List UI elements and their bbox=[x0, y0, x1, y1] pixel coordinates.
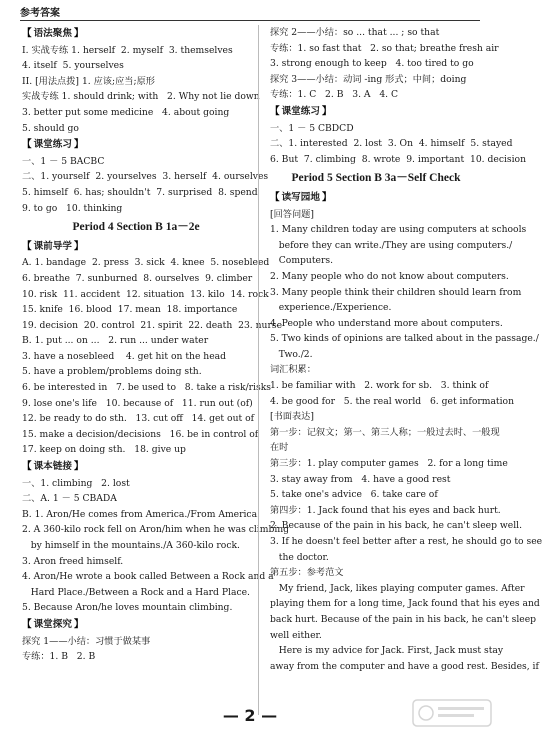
section-heading bbox=[22, 26, 250, 42]
answer-line: 专练：1. so fast that 2. so that; breathe fresh air bbox=[270, 42, 499, 54]
period-title: Period 5 Section B 3a－Self Check bbox=[291, 172, 461, 185]
bracket-close: 】 bbox=[73, 618, 84, 630]
answer-line: 词汇积累： bbox=[270, 364, 316, 376]
section-title: 课堂探究 bbox=[33, 618, 72, 630]
answer-line: 4. People who understand more about computers. bbox=[270, 317, 503, 329]
bracket-open: 【 bbox=[22, 618, 32, 630]
section-heading bbox=[22, 459, 250, 475]
bracket-close: 】 bbox=[73, 28, 84, 39]
answer-line: 3. better put some medicine 4. about going bbox=[22, 106, 230, 118]
answer-line: Here is my advice for Jack. First, Jack must stay bbox=[270, 645, 504, 657]
answer-line: experience./Experience. bbox=[270, 302, 392, 314]
section-heading bbox=[270, 190, 482, 206]
section-title: 读写园地 bbox=[281, 191, 320, 203]
page-header: 参考答案 bbox=[20, 8, 60, 19]
header-rule bbox=[20, 20, 480, 21]
answer-line: before they can write./They are using computers./ bbox=[270, 239, 513, 251]
answer-line: A. 1. bandage 2. press 3. sick 4. knee 5. nosebleed bbox=[22, 257, 270, 269]
right-column bbox=[270, 25, 542, 715]
answer-line: 专练：1. B 2. B bbox=[22, 651, 96, 663]
answer-line: 二、1. interested 2. lost 3. On 4. himself 5. stayed bbox=[270, 138, 513, 150]
answer-line: 12. be ready to do sth. 13. cut off 14. get out of bbox=[22, 413, 255, 425]
bracket-close: 】 bbox=[73, 461, 84, 473]
answer-line: 6. But 7. climbing 8. wrote 9. important 10. decision bbox=[270, 153, 527, 165]
answer-line: 第四步：1. Jack found that his eyes and back hurt. bbox=[270, 504, 501, 516]
section-heading bbox=[22, 617, 250, 633]
answer-line: 15. make a decision/decisions 16. be in control of bbox=[22, 428, 259, 440]
answer-line: 4. Aron/He wrote a book called Between a Rock and a bbox=[22, 571, 274, 583]
bracket-open: 【 bbox=[22, 28, 32, 39]
answer-line: 二、A. 1 － 5 CBADA bbox=[22, 493, 117, 505]
answer-line: My friend, Jack, likes playing computer games. After bbox=[270, 582, 525, 594]
answer-line: 5. himself 6. has; shouldn't 7. surprised 8. spend bbox=[22, 186, 258, 198]
answer-line: 3. strong enough to keep 4. too tired to go bbox=[270, 58, 474, 70]
section-title: 课本链接 bbox=[33, 461, 72, 473]
answer-line: 2. Because of the pain in his back, he can't sleep well. bbox=[270, 520, 523, 532]
answer-line: 一、1 － 5 BACBC bbox=[22, 155, 105, 167]
section-title: 课前导学 bbox=[33, 240, 72, 252]
answer-line: 探究 1——小结：习惯于做某事 bbox=[22, 635, 151, 647]
period-title: Period 4 Section B 1a－2e bbox=[72, 221, 200, 234]
bracket-open: 【 bbox=[22, 461, 32, 473]
answer-line: 第五步：参考范文 bbox=[270, 567, 344, 579]
answer-line: 4. be good for 5. the real world 6. get information bbox=[270, 395, 515, 407]
watermark-logo-icon bbox=[412, 699, 492, 727]
bracket-open: 【 bbox=[22, 240, 32, 252]
answer-line: Two./2. bbox=[270, 348, 313, 360]
answer-line: 5. Two kinds of opinions are talked about in the passage./ bbox=[270, 333, 539, 345]
answer-line: 5. Because Aron/he loves mountain climbing. bbox=[22, 602, 233, 614]
answer-line: 3. If he doesn't feel better after a rest, he should go to see bbox=[270, 536, 542, 547]
answer-line: 2. A 360-kilo rock fell on Aron/him when he was climbing bbox=[22, 524, 290, 536]
answer-line: 5. take one's advice 6. take care of bbox=[270, 489, 438, 501]
bracket-open: 【 bbox=[270, 191, 280, 203]
answer-line: B. 1. Aron/He comes from America./From America. bbox=[22, 508, 260, 520]
answer-line: 3. Many people think their children should learn from bbox=[270, 286, 522, 298]
answer-line: 1. be familiar with 2. work for sb. 3. think of bbox=[270, 380, 489, 392]
page-number: — 2 — bbox=[222, 706, 278, 725]
answer-line: 9. lose one's life 10. because of 11. run out (of) bbox=[22, 397, 253, 409]
section-title: 课堂练习 bbox=[281, 105, 320, 117]
answer-line: 1. Many children today are using computers at schools bbox=[270, 224, 527, 236]
answer-line: 在时 bbox=[270, 442, 289, 454]
answer-line: 第三步：1. play computer games 2. for a long time bbox=[270, 458, 508, 470]
answer-line: 二、1. yourself 2. yourselves 3. herself 4. ourselves bbox=[22, 171, 269, 183]
answer-line: by himself in the mountains./A 360-kilo rock. bbox=[22, 540, 240, 551]
section-heading bbox=[22, 239, 250, 255]
section-heading bbox=[270, 104, 482, 120]
answer-line: 探究 2——小结：so ... that ... ; so that bbox=[270, 27, 440, 38]
answer-line: 实战专练 1. should drink; with 2. Why not lie down bbox=[22, 91, 260, 103]
column-divider bbox=[258, 25, 259, 715]
bracket-close: 】 bbox=[73, 240, 84, 252]
bracket-close: 】 bbox=[321, 105, 332, 117]
answer-line: 5. have a problem/problems doing sth. bbox=[22, 366, 202, 378]
answer-line: 一、1. climbing 2. lost bbox=[22, 477, 130, 489]
bracket-close: 】 bbox=[321, 191, 332, 203]
answer-line: 探究 3——小结：动词 -ing 形式；中间；doing bbox=[270, 73, 467, 85]
answer-line: 第一步：记叙文；第一、第三人称；一般过去时、一般现 bbox=[270, 426, 500, 438]
section-heading bbox=[22, 137, 250, 153]
answer-line: 专练：1. C 2. B 3. A 4. C bbox=[270, 89, 399, 101]
section-title: 课堂练习 bbox=[33, 139, 72, 151]
answer-line: 10. risk 11. accident 12. situation 13. kilo 14. rock bbox=[22, 288, 269, 300]
answer-line: II. [用法点拨] 1. 应该;应当;原形 bbox=[22, 75, 155, 87]
answer-line: 6. breathe 7. sunburned 8. ourselves 9. climber bbox=[22, 272, 253, 284]
bracket-close: 】 bbox=[73, 139, 84, 151]
answer-line: I. 实战专练 1. herself 2. myself 3. themselves bbox=[22, 44, 233, 56]
bracket-open: 【 bbox=[22, 139, 32, 151]
answer-line: B. 1. put ... on ... 2. run ... under water bbox=[22, 335, 209, 347]
answer-line: playing them for a long time, Jack found that his eyes and bbox=[270, 598, 540, 610]
answer-line: the doctor. bbox=[270, 551, 329, 563]
answer-line: 2. Many people who do not know about computers. bbox=[270, 270, 509, 282]
answer-line: 一、1 － 5 CBDCD bbox=[270, 122, 354, 134]
answer-line: Hard Place./Between a Rock and a Hard Place. bbox=[22, 586, 250, 598]
answer-line: 15. knife 16. blood 17. mean 18. importance bbox=[22, 304, 238, 316]
section-title: 语法聚焦 bbox=[33, 28, 72, 39]
answer-line: 6. be interested in 7. be used to 8. take a risk/risks bbox=[22, 382, 271, 394]
answer-line: away from the computer and have a good rest. Besides, if bbox=[270, 660, 539, 672]
answer-line: [书面表达] bbox=[270, 411, 314, 423]
bracket-open: 【 bbox=[270, 105, 280, 117]
answer-line: 3. stay away from 4. have a good rest bbox=[270, 473, 451, 485]
answer-line: 19. decision 20. control 21. spirit 22. death 23. nurse bbox=[22, 319, 283, 331]
answer-line: 9. to go 10. thinking bbox=[22, 202, 123, 214]
answer-line: 17. keep on doing sth. 18. give up bbox=[22, 444, 186, 456]
answer-line: [回答问题] bbox=[270, 208, 314, 220]
answer-line: 5. should go bbox=[22, 122, 79, 134]
answer-line: back hurt. Because of the pain in his back, he can't sleep bbox=[270, 613, 537, 625]
answer-line: Computers. bbox=[270, 255, 333, 267]
answer-line: 3. have a nosebleed 4. get hit on the head bbox=[22, 350, 227, 362]
answer-line: well either. bbox=[270, 629, 322, 641]
answer-line: 3. Aron freed himself. bbox=[22, 555, 124, 567]
answer-line: 4. itself 5. yourselves bbox=[22, 60, 124, 72]
